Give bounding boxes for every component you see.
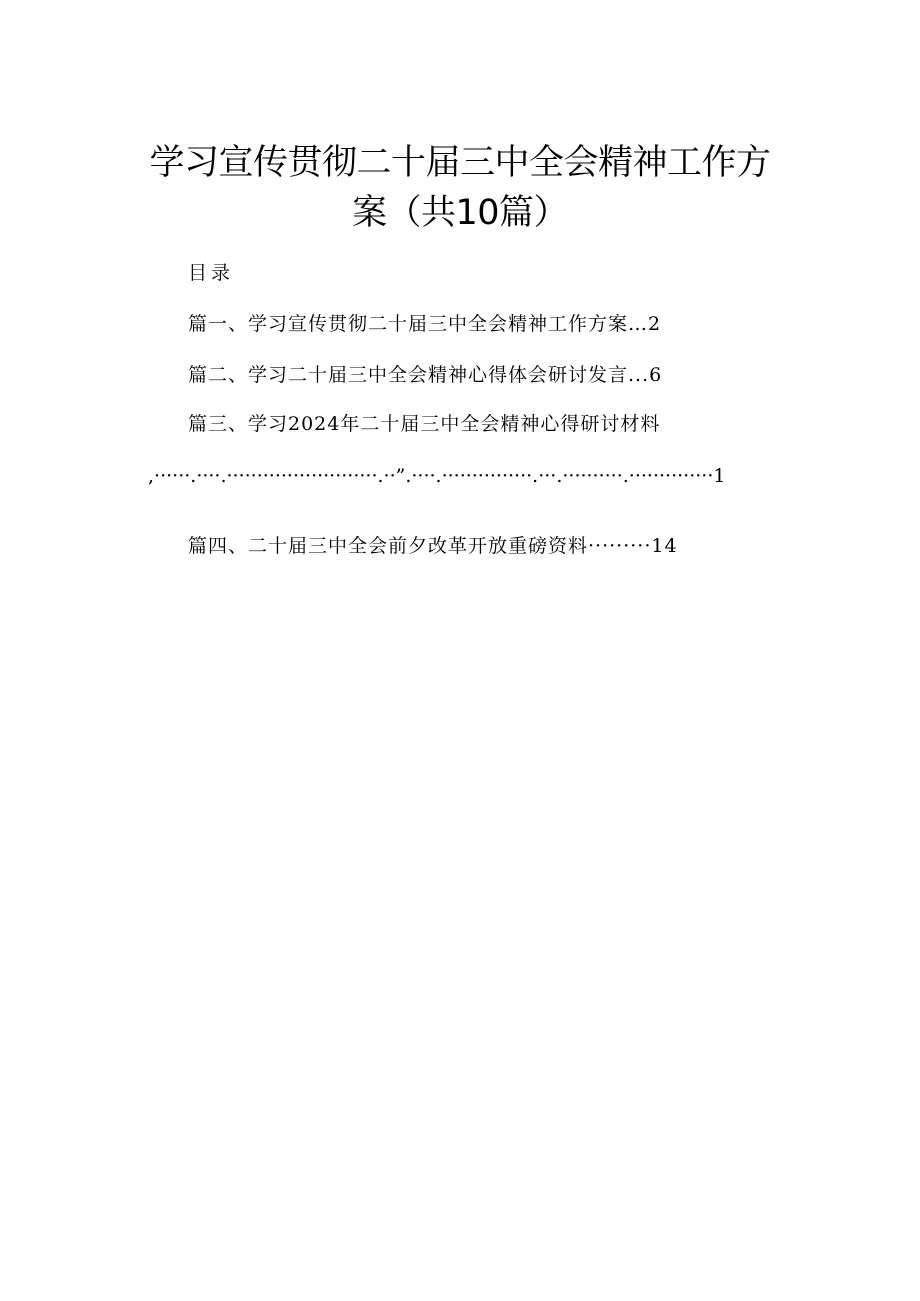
toc-entry-3[interactable]: 篇三、学习2024年二十届三中全会精神心得研讨材料: [188, 413, 661, 435]
title-line-1: 学习宣传贯彻二十届三中全会精神工作方: [149, 143, 771, 183]
document-title: [0, 138, 920, 238]
toc-entry-3-leader[interactable]: ,······.····.·························.··”.····.···············.···.··········.··············1: [148, 465, 726, 487]
toc-heading: 目录: [188, 262, 235, 284]
toc-entry-2[interactable]: 篇二、学习二十届三中全会精神心得体会研讨发言...6: [188, 364, 663, 386]
toc-entry-1[interactable]: 篇一、学习宣传贯彻二十届三中全会精神工作方案…2: [188, 313, 662, 335]
toc-entry-4[interactable]: 篇四、二十届三中全会前夕改革开放重磅资料·········14: [188, 535, 678, 557]
title-line-2: 案（共10篇）: [351, 193, 569, 233]
